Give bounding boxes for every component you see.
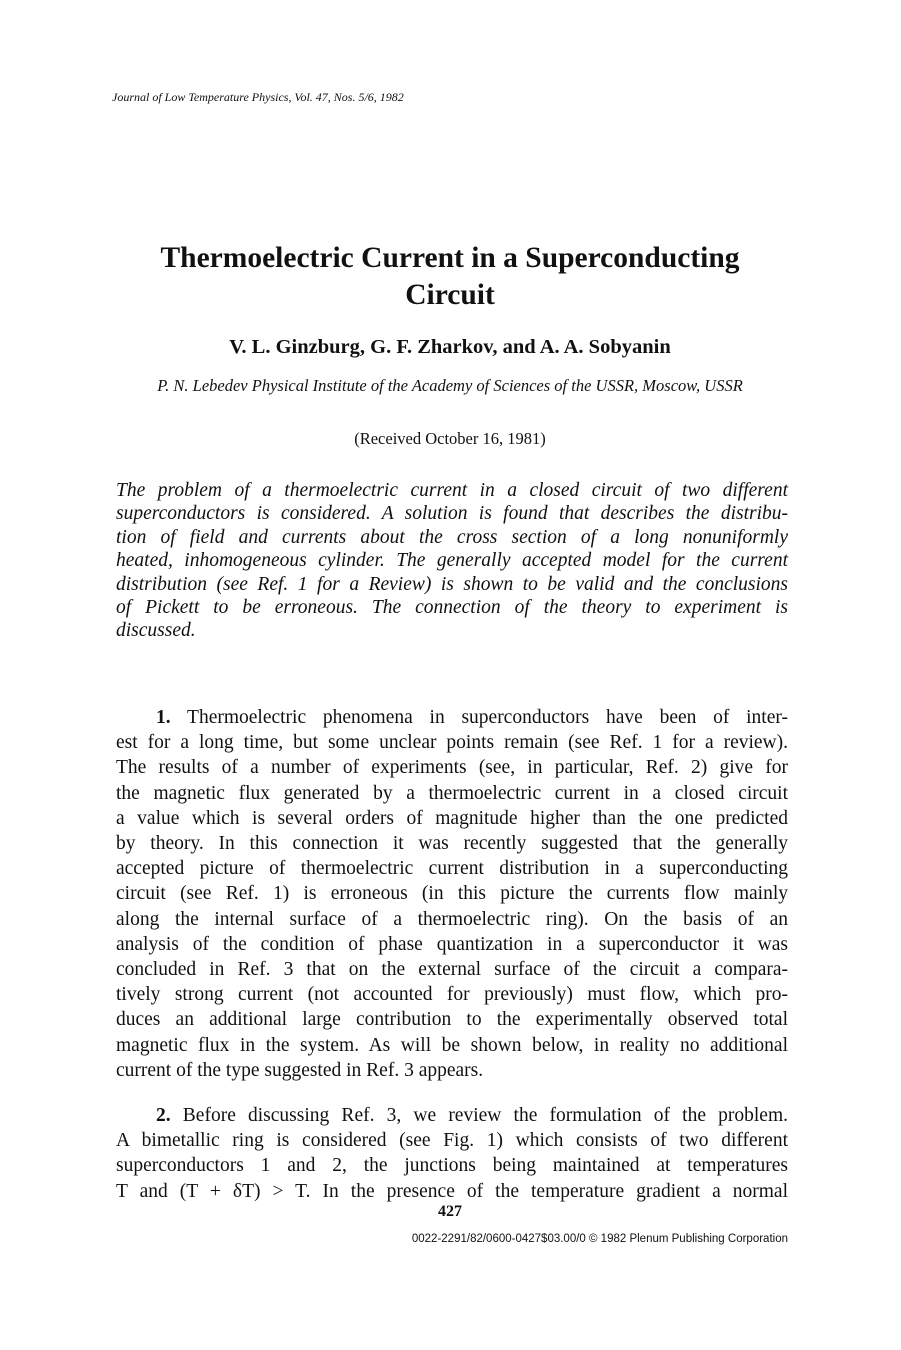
abstract (116, 479, 788, 643)
paragraph-line: by theory. In this connection it was recently suggested that the generally (116, 833, 788, 855)
abstract-line: The problem of a thermoelectric current in a closed circuit of two different (116, 480, 788, 501)
paragraph-line: magnetic flux in the system. As will be shown below, in reality no additional (116, 1034, 788, 1056)
copyright-line: 0022-2291/82/0600-0427$03.00/0 © 1982 Plenum Publishing Corporation (411, 1233, 788, 1245)
paragraph-line: superconductors 1 and 2, the junctions being maintained at temperatures (116, 1155, 788, 1177)
paragraph-line: T and (T + δT) > T. In the presence of the temperature gradient a normal (116, 1180, 788, 1202)
abstract-line: superconductors is considered. A solution is found that describes the distribu- (116, 503, 788, 525)
paragraph-line: tively strong current (not accounted for previously) must flow, which pro- (116, 984, 788, 1006)
paragraph-line: the magnetic flux generated by a thermoelectric current in a closed circuit (116, 782, 788, 804)
abstract-line: discussed. (116, 620, 196, 642)
paragraph-line: accepted picture of thermoelectric current distribution in a superconducting (116, 858, 788, 880)
journal-header: Journal of Low Temperature Physics, Vol. 47, Nos. 5/6, 1982 (112, 90, 404, 104)
paragraph-first-line (116, 1103, 788, 1128)
abstract-line: of Pickett to be erroneous. The connection of the theory to experiment is (116, 597, 788, 619)
paragraph-line: est for a long time, but some unclear points remain (see Ref. 1 for a review). (116, 732, 788, 754)
paragraph-line: a value which is several orders of magnitude higher than the one predicted (116, 807, 788, 829)
paragraph-first-line (116, 705, 788, 730)
article-title (112, 240, 788, 314)
paragraph-line: analysis of the condition of phase quantization in a superconductor it was (116, 933, 788, 955)
section-number: 2. (156, 1105, 171, 1126)
section-2-paragraph (116, 1103, 788, 1204)
received-date: (Received October 16, 1981) (354, 429, 546, 448)
paragraph-text: Before discussing Ref. 3, we review the formulation of the problem. (182, 1105, 788, 1126)
paragraph-line: The results of a number of experiments (see, in particular, Ref. 2) give for (116, 757, 788, 779)
paragraph-line: along the internal surface of a thermoelectric ring). On the basis of an (116, 908, 788, 930)
title-line: Circuit (405, 279, 495, 311)
affiliation: P. N. Lebedev Physical Institute of the Academy of Sciences of the USSR, Moscow, USSR (157, 376, 743, 395)
paragraph-line: current of the type suggested in Ref. 3 appears. (116, 1059, 484, 1081)
section-1-paragraph (116, 705, 788, 1083)
abstract-line: distribution (see Ref. 1 for a Review) is shown to be valid and the conclusions (116, 573, 788, 595)
abstract-line: heated, inhomogeneous cylinder. The generally accepted model for the current (116, 550, 788, 572)
abstract-line: tion of field and currents about the cross section of a long nonuniformly (116, 526, 788, 548)
paragraph-line: concluded in Ref. 3 that on the external surface of the circuit a compara- (116, 959, 788, 981)
title-line: Thermoelectric Current in a Superconducting (160, 242, 740, 274)
paragraph-line: duces an additional large contribution to the experimentally observed total (116, 1009, 788, 1031)
author-list: V. L. Ginzburg, G. F. Zharkov, and A. A. Sobyanin (229, 336, 671, 358)
paragraph-line: circuit (see Ref. 1) is erroneous (in this picture the currents flow mainly (116, 883, 788, 905)
paragraph-text: Thermoelectric phenomena in superconductors have been of inter- (187, 707, 788, 728)
paragraph-line: A bimetallic ring is considered (see Fig. 1) which consists of two different (116, 1130, 788, 1152)
section-number: 1. (156, 707, 171, 728)
page-number: 427 (438, 1203, 462, 1220)
